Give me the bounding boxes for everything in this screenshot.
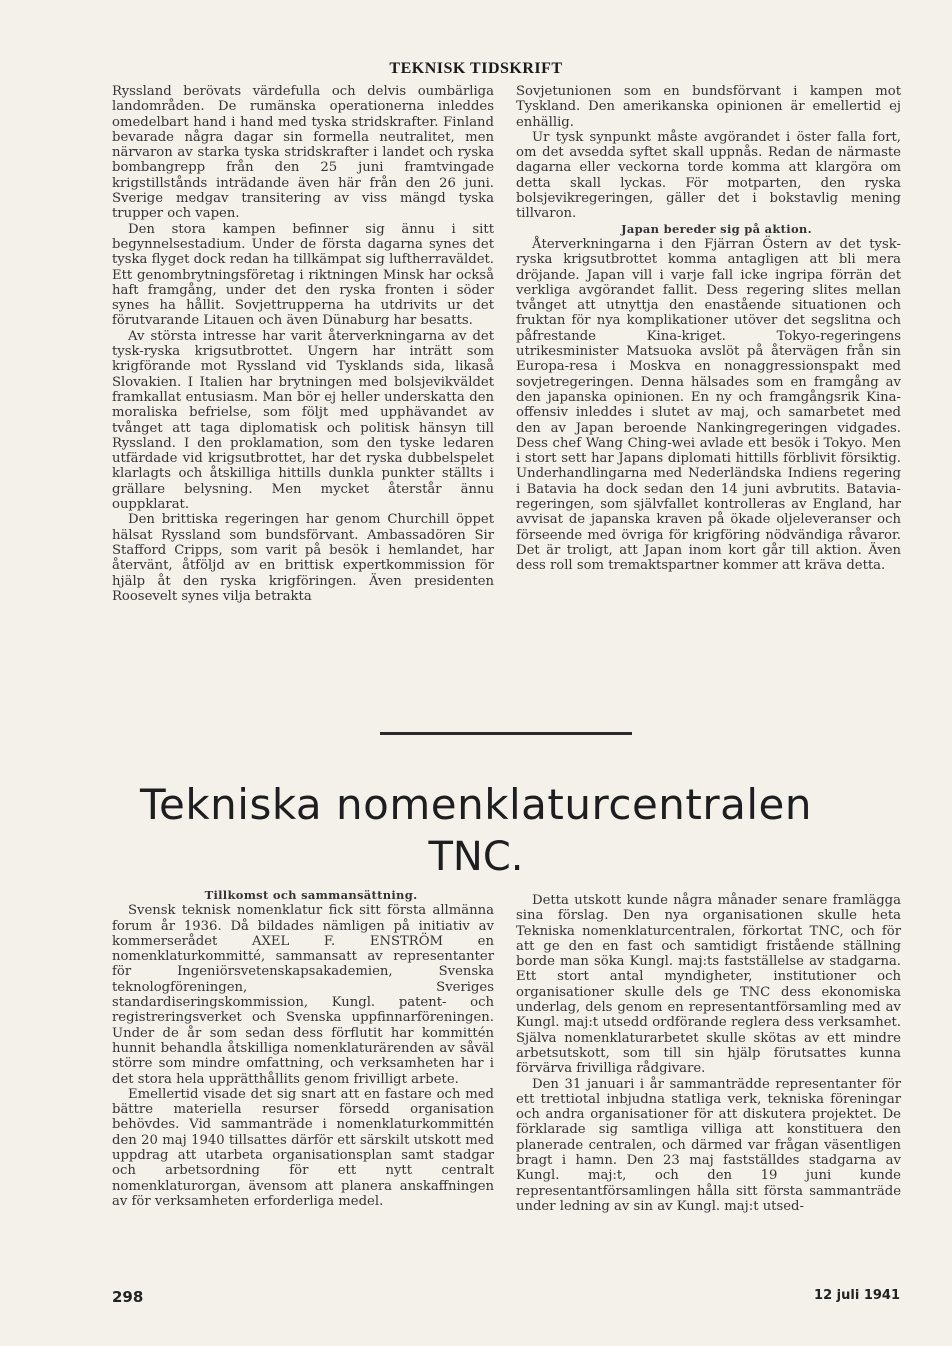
top-right-column xyxy=(516,84,901,574)
issue-date: 12 juli 1941 xyxy=(814,1288,900,1303)
masthead: TEKNISK TIDSKRIFT xyxy=(389,60,563,77)
section-divider xyxy=(380,732,632,735)
section-subheading: Tillkomst och sammansättning. xyxy=(204,888,418,902)
paragraph: Svensk teknisk nomenklatur fick sitt första allmänna forum år 1936. Då bildades nämligen på initiativ av kommerserådet AXEL F. ENSTRÖM en nomenklaturkommitté, sammansatt av representanter för Ingeniörsvetenskapsakademien, Svenska teknologföreningen, Sveriges standardiseringskommission, Kungl. patent- och registreringsverket och Svenska uppfinnarföreningen. Under de år som sedan dess förflutit har kommittén hunnit behandla åtskilliga nomenklaturärenden av såväl större som mindre omfattning, och verksamheten har i det stora hela upprätthållits genom frivilligt arbete. xyxy=(112,903,494,1087)
paragraph: Ur tysk synpunkt måste avgörandet i öster falla fort, om det avsedda syftet skall uppnås. Redan de närmaste dagarna eller veckorna torde komma att klargöra om detta skall lyckas. För motparten, den ryska bolsjevikregeringen, gäller det i bokstavlig mening tillvaron. xyxy=(516,129,901,222)
paragraph: Emellertid visade det sig snart att en fastare och med bättre materiella resurser försedd organisation behövdes. Vid sammanträde i nomenklaturkommittén den 20 maj 1940 tillsattes därför ett särskilt utskott med uppdrag att utarbeta organisationsplan samt stadgar och arbetsordning för ett nytt centralt nomenklaturorgan, ävensom att planera anskaffningen av för verksamheten erforderliga medel. xyxy=(112,1086,494,1209)
article-right-column xyxy=(516,893,901,1214)
section-subheading: Japan bereder sig på aktion. xyxy=(621,221,812,236)
article-subtitle: TNC. xyxy=(428,834,524,880)
paragraph: Detta utskott kunde några månader senare framlägga sina förslag. Den nya organisationen skulle heta Tekniska nomenklaturcentralen, förkortat TNC, och för att ge den en fast och samtidigt fristående ställning borde man söka Kungl. maj:ts fastställelse av stadgarna. Ett stort antal myndigheter, institutioner och organisationer skulle dels ge TNC dess ekonomiska underlag, dels genom en representantförsamling med av Kungl. maj:t utsedd ordförande reglera dess verksamhet. Själva nomenklaturarbetet skulle skötas av ett mindre arbetsutskott, som till sin hjälp förutsattes kunna förvärva frivilliga rådgivare. xyxy=(516,893,901,1077)
paragraph: Den stora kampen befinner sig ännu i sitt begynnelsestadium. Under de första dagarna synes det tyska flyget dock redan ha tillkämpat sig luftherraväldet. Ett genombrytningsföretag i riktningen Minsk har också haft framgång, under det den ryska fronten i söder synes ha hållit. Sovjettrupperna ha utdrivits ur det förutvarande Litauen och även Dünaburg har besatts. xyxy=(112,221,494,329)
paragraph: Den brittiska regeringen har genom Churchill öppet hälsat Ryssland som bundsförvant. Ambassadören Sir Stafford Cripps, som varit på besök i hemlandet, har återvänt, åtföljd av en brittisk expertkommission för hjälp åt den ryska krigföringen. Även presidenten Roosevelt synes vilja betrakta xyxy=(112,512,494,604)
page-number: 298 xyxy=(112,1288,144,1306)
paragraph: Den 31 januari i år sammanträdde representanter för ett trettiotal inbjudna statliga verk, tekniska föreningar och andra organisationer för att diskutera projektet. De förklarade sig samtliga villiga att konstituera den planerade centralen, och därmed var frågan väsentligen bragt i hamn. Den 23 maj fastställdes stadgarna av Kungl. maj:t, och den 19 juni kunde representantförsamlingen hålla sitt första sammanträde under ledning av sin av Kungl. maj:t utsed- xyxy=(516,1076,901,1214)
article-title: Tekniska nomenklaturcentralen xyxy=(139,780,813,829)
article-left-column xyxy=(112,888,494,1209)
paragraph: Sovjetunionen som en bundsförvant i kampen mot Tyskland. Den amerikanska opinionen är emellertid ej enhällig. xyxy=(516,84,901,130)
paragraph: Ryssland berövats värdefulla och delvis oumbärliga landområden. De rumänska operationerna inleddes omedelbart hand i hand med tyska stridskrafter. Finland bevarade några dagar sin formella neutralitet, men närvaron av starka tyska stridskrafter i landet och ryska bombangrepp från den 25 juni framtvingade krigstillstånds inträdande även här från den 26 juni. Sverige medgav transitering av viss mängd tyska trupper och vapen. xyxy=(112,84,494,222)
paragraph: Återverkningarna i den Fjärran Östern av det tysk-ryska krigsutbrottet komma antagligen att bli mera dröjande. Japan vill i varje fall icke ingripa förrän det verkliga avgörandet fallit. Dess regering slites mellan tvånget att utnyttja den enastående situationen och fruktan för nya komplikationer utöver det segslitna och påfrestande Kina-kriget. Tokyo-regeringens utrikesminister Matsuoka avslöt på återvägen från sin Europa-resa i Moskva en nonaggressionspakt med sovjetregeringen. Denna hälsades som en framgång av den japanska opinionen. En ny och framgångsrik Kina-offensiv inleddes i slutet av maj, och samarbetet med den av Japan beroende Nankingregeringen vidgades. Dess chef Wang Ching-wei avlade ett besök i Tokyo. Men i stort sett har Japans diplomati hittills förblivit försiktig. Underhandlingarna med Nederländska Indiens regering i Batavia ha dock sedan den 14 juni avbrutits. Batavia-regeringen, som självfallet kontrolleras av England, har avvisat de japanska kraven på ökade oljeleveranser och förseende med övriga för krigföring nödvändiga råvaror. Det är troligt, att Japan inom kort går till aktion. Även dess roll som tremaktspartner kommer att kräva detta. xyxy=(516,236,901,574)
paragraph: Av största intresse har varit återverkningarna av det tysk-ryska krigsutbrottet. Ungern har inträtt som krigförande mot Ryssland vid Tysklands sida, likaså Slovakien. I Italien har brytningen med bolsjevikväldet framkallat entusiasm. Man bör ej heller underskatta den moraliska befrielse, som följt med upphävandet av tvånget att taga diplomatisk och politisk hänsyn till Ryssland. I den proklamation, som den tyske ledaren utfärdade vid krigsutbrottet, har det ryska dubbelspelet klarlagts och åtskilliga hittills dunkla punkter ställts i grällare belysning. Men mycket återstår ännu ouppklarat. xyxy=(112,328,494,513)
top-left-column xyxy=(112,84,494,604)
